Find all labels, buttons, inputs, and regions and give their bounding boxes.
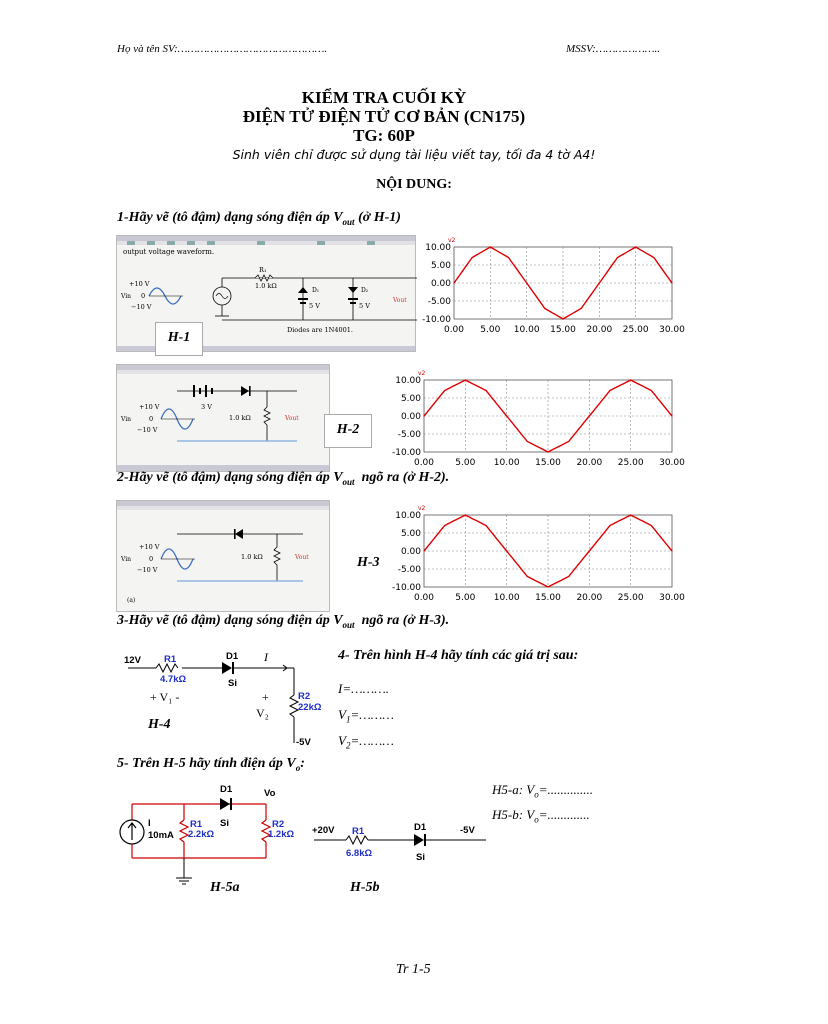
plot-1-svg: [418, 235, 685, 343]
plot-3-svg: [388, 503, 685, 611]
svg-text:3 V: 3 V: [201, 403, 212, 411]
h2-circuit-screenshot: [116, 364, 330, 472]
x-tick-label: 20.00: [576, 593, 603, 603]
svg-text:Si: Si: [228, 678, 237, 689]
svg-text:−10 V: −10 V: [137, 566, 158, 574]
svg-text:R₁: R₁: [259, 266, 267, 274]
h1-diode-d2: [348, 287, 358, 293]
svg-text:-5V: -5V: [296, 737, 311, 748]
svg-text:+10 V: +10 V: [139, 403, 160, 411]
x-tick-label: 15.00: [535, 458, 561, 468]
svg-text:+10 V: +10 V: [129, 280, 150, 288]
data-point: [506, 415, 507, 416]
svg-text:+ V₁ -: + V₁ -: [150, 690, 180, 704]
y-tick-label: 5.00: [400, 394, 421, 404]
svg-text:1.0 kΩ: 1.0 kΩ: [255, 282, 277, 290]
h5a-circuit: [116, 782, 295, 890]
data-point: [508, 257, 509, 258]
y-tick-label: -10.00: [391, 448, 421, 458]
student-name-field: Họ và tên SV:……………………………………….: [117, 43, 328, 55]
data-point: [544, 308, 545, 309]
plot-2-svg: [388, 368, 685, 476]
x-tick-label: 20.00: [586, 325, 613, 335]
svg-text:1.2kΩ: 1.2kΩ: [268, 829, 295, 840]
battery-icon: [193, 385, 195, 397]
data-point: [444, 525, 445, 526]
svg-text:2.2kΩ: 2.2kΩ: [188, 829, 215, 840]
svg-text:Si: Si: [220, 818, 229, 829]
svg-text:R1: R1: [190, 819, 203, 830]
svg-text:V₂: V₂: [256, 706, 269, 720]
h2-resistor: [264, 407, 270, 425]
series-label: v2: [418, 370, 426, 377]
question-5: 5- Trên H-5 hãy tính điện áp $V_o$:: [117, 756, 305, 773]
x-tick-label: 15.00: [535, 593, 561, 603]
h5a-r1: [180, 820, 188, 842]
h1-caption: output voltage waveform.: [123, 248, 215, 256]
figure-label-h4: H-4: [148, 717, 171, 732]
figure-label-h1: H-1: [155, 322, 203, 356]
figure-label-h2: H-2: [324, 414, 372, 448]
svg-text:D₂: D₂: [361, 287, 369, 294]
h4-circuit: [118, 645, 338, 750]
data-point: [609, 390, 610, 391]
answer-v1: $V_1=\dots\dots\dots$: [338, 707, 394, 725]
data-point: [671, 550, 672, 551]
y-tick-label: 0.00: [400, 547, 421, 557]
h3-diode: [235, 529, 243, 539]
y-tick-label: 0.00: [400, 412, 421, 422]
figure-label-h3: H-3: [357, 555, 380, 570]
answer-i: I=……….: [338, 681, 390, 696]
svg-text:−10 V: −10 V: [137, 426, 158, 434]
svg-text:22kΩ: 22kΩ: [298, 702, 322, 713]
y-tick-label: 5.00: [430, 261, 451, 271]
data-point: [547, 451, 548, 452]
svg-text:Vout: Vout: [393, 297, 407, 304]
svg-text:+10 V: +10 V: [139, 543, 160, 551]
answer-v2: $V_2=\dots\dots\dots$: [338, 733, 394, 751]
data-point: [423, 415, 424, 416]
page-number: Tr 1-5: [396, 962, 431, 977]
data-point: [423, 550, 424, 551]
data-point: [653, 257, 654, 258]
svg-text:+: +: [262, 690, 269, 704]
x-tick-label: 5.00: [455, 458, 476, 468]
svg-text:Si: Si: [416, 852, 425, 863]
exam-note: Sinh viên chỉ được sử dụng tài liệu viết tay, tối đa 4 tờ A4!: [232, 147, 596, 162]
svg-text:D1: D1: [220, 784, 233, 795]
svg-text:D1: D1: [414, 822, 427, 833]
question-2: 2-Hãy vẽ (tô đậm) dạng sóng điện áp $V_{out}$ ngõ ra (ở H-2).: [117, 470, 450, 487]
data-point: [630, 514, 631, 515]
h5a-diode: [220, 798, 230, 810]
svg-text:R2: R2: [298, 691, 311, 702]
svg-text:0: 0: [149, 555, 154, 563]
x-tick-label: 5.00: [480, 325, 501, 335]
h3-resistor: [274, 547, 280, 565]
svg-text:Vin: Vin: [121, 556, 132, 563]
x-tick-label: 30.00: [659, 593, 685, 603]
svg-text:0: 0: [149, 415, 154, 423]
svg-text:0: 0: [141, 292, 146, 300]
x-tick-label: 20.00: [576, 458, 603, 468]
data-point: [599, 282, 600, 283]
h1-resistor: [255, 275, 273, 281]
data-point: [506, 550, 507, 551]
course-title: ĐIỆN TỬ ĐIỆN TỬ CƠ BẢN (CN175): [242, 107, 526, 126]
h5b-circuit: [310, 818, 490, 866]
data-point: [609, 525, 610, 526]
y-tick-label: 10.00: [425, 243, 451, 253]
y-tick-label: 10.00: [395, 376, 421, 386]
data-point: [490, 246, 491, 247]
question-3: 3-Hãy vẽ (tô đậm) dạng sóng điện áp $V_{out}$ ngõ ra (ở H-3).: [117, 613, 450, 630]
h5a-circuit-drawing: [116, 782, 295, 890]
answer-h5b: H5-b: $V_o=$.............: [492, 807, 590, 825]
x-tick-label: 25.00: [617, 458, 644, 468]
svg-text:Vin: Vin: [121, 416, 132, 423]
series-label: v2: [418, 505, 426, 512]
data-point: [630, 379, 631, 380]
waveform-plot-3: [388, 503, 685, 611]
duration: TG: 60P: [353, 126, 415, 145]
svg-text:1.0 kΩ: 1.0 kΩ: [241, 553, 263, 561]
svg-text:Vin: Vin: [121, 293, 132, 300]
svg-text:−10 V: −10 V: [131, 303, 152, 311]
data-point: [527, 441, 528, 442]
section-title: NỘI DUNG:: [376, 177, 452, 192]
svg-text:I: I: [264, 650, 268, 664]
svg-text:Vo: Vo: [264, 788, 276, 799]
svg-text:5 V: 5 V: [359, 302, 370, 310]
figure-label-h5b: H-5b: [350, 880, 380, 895]
svg-text:D1: D1: [226, 651, 239, 662]
x-tick-label: 15.00: [550, 325, 576, 335]
student-id-field: MSSV:………………..: [566, 43, 661, 55]
h3-circuit-drawing: [117, 501, 329, 611]
svg-text:+20V: +20V: [312, 825, 335, 836]
x-tick-label: 5.00: [455, 593, 476, 603]
y-tick-label: -5.00: [397, 565, 421, 575]
h5b-diode: [414, 834, 424, 846]
data-point: [589, 415, 590, 416]
svg-text:R2: R2: [272, 819, 285, 830]
waveform-plot-2: [388, 368, 685, 476]
answer-h5a: H5-a: $V_o=$..............: [492, 782, 594, 800]
question-4: 4- Trên hình H-4 hãy tính các giá trị sau:: [338, 648, 579, 663]
h5b-r1: [346, 836, 368, 844]
svg-text:Vout: Vout: [285, 415, 299, 422]
svg-text:4.7kΩ: 4.7kΩ: [160, 674, 187, 685]
waveform-plot-1: [418, 235, 685, 343]
data-point: [568, 576, 569, 577]
data-point: [671, 282, 672, 283]
h1-diode-d1: [298, 287, 308, 293]
data-point: [568, 441, 569, 442]
data-point: [527, 576, 528, 577]
h4-r1: [156, 664, 178, 672]
svg-text:6.8kΩ: 6.8kΩ: [346, 848, 373, 859]
h4-r2: [290, 695, 298, 717]
data-point: [635, 246, 636, 247]
svg-text:(a): (a): [127, 597, 136, 604]
h2-circuit-drawing: [117, 365, 329, 471]
svg-text:-5V: -5V: [460, 825, 475, 836]
question-1: 1-Hãy vẽ (tô đậm) dạng sóng điện áp $V_{out}$ (ở H-1): [117, 210, 401, 227]
x-tick-label: 30.00: [659, 325, 685, 335]
h2-diode: [241, 386, 249, 396]
data-point: [485, 525, 486, 526]
svg-text:R1: R1: [164, 654, 177, 665]
y-tick-label: 5.00: [400, 529, 421, 539]
svg-text:Vout: Vout: [295, 554, 309, 561]
x-tick-label: 25.00: [622, 325, 649, 335]
x-tick-label: 10.00: [493, 458, 520, 468]
x-tick-label: 10.00: [513, 325, 540, 335]
data-point: [617, 257, 618, 258]
x-tick-label: 30.00: [659, 458, 685, 468]
svg-text:I: I: [148, 818, 151, 829]
data-point: [526, 282, 527, 283]
data-point: [465, 514, 466, 515]
exam-title: KIỂM TRA CUỐI KỲ: [301, 88, 467, 107]
data-point: [651, 390, 652, 391]
data-point: [472, 257, 473, 258]
svg-text:5 V: 5 V: [309, 302, 320, 310]
data-point: [581, 308, 582, 309]
figure-label-h5a: H-5a: [210, 880, 240, 895]
y-tick-label: -5.00: [397, 430, 421, 440]
data-point: [562, 318, 563, 319]
svg-text:R1: R1: [352, 826, 365, 837]
svg-text:12V: 12V: [124, 655, 141, 666]
h4-diode-d1: [222, 662, 232, 674]
data-point: [485, 390, 486, 391]
x-tick-label: 25.00: [617, 593, 644, 603]
h4-circuit-drawing: [118, 645, 338, 750]
svg-text:10mA: 10mA: [148, 830, 174, 841]
data-point: [453, 282, 454, 283]
svg-text:1.0 kΩ: 1.0 kΩ: [229, 414, 251, 422]
svg-text:D₁: D₁: [312, 287, 320, 294]
x-tick-label: 0.00: [413, 458, 435, 468]
x-tick-label: 0.00: [443, 325, 465, 335]
y-tick-label: 10.00: [395, 511, 421, 521]
x-tick-label: 0.00: [413, 593, 435, 603]
data-point: [465, 379, 466, 380]
data-point: [589, 550, 590, 551]
y-tick-label: 0.00: [430, 279, 451, 289]
svg-text:Diodes are 1N4001.: Diodes are 1N4001.: [287, 326, 353, 334]
data-point: [547, 586, 548, 587]
data-point: [651, 525, 652, 526]
data-point: [444, 390, 445, 391]
series-label: v2: [448, 237, 456, 244]
h5b-circuit-drawing: [310, 818, 490, 866]
y-tick-label: -10.00: [391, 583, 421, 593]
x-tick-label: 10.00: [493, 593, 520, 603]
y-tick-label: -5.00: [427, 297, 451, 307]
h3-circuit-screenshot: [116, 500, 330, 612]
y-tick-label: -10.00: [421, 315, 451, 325]
data-point: [671, 415, 672, 416]
